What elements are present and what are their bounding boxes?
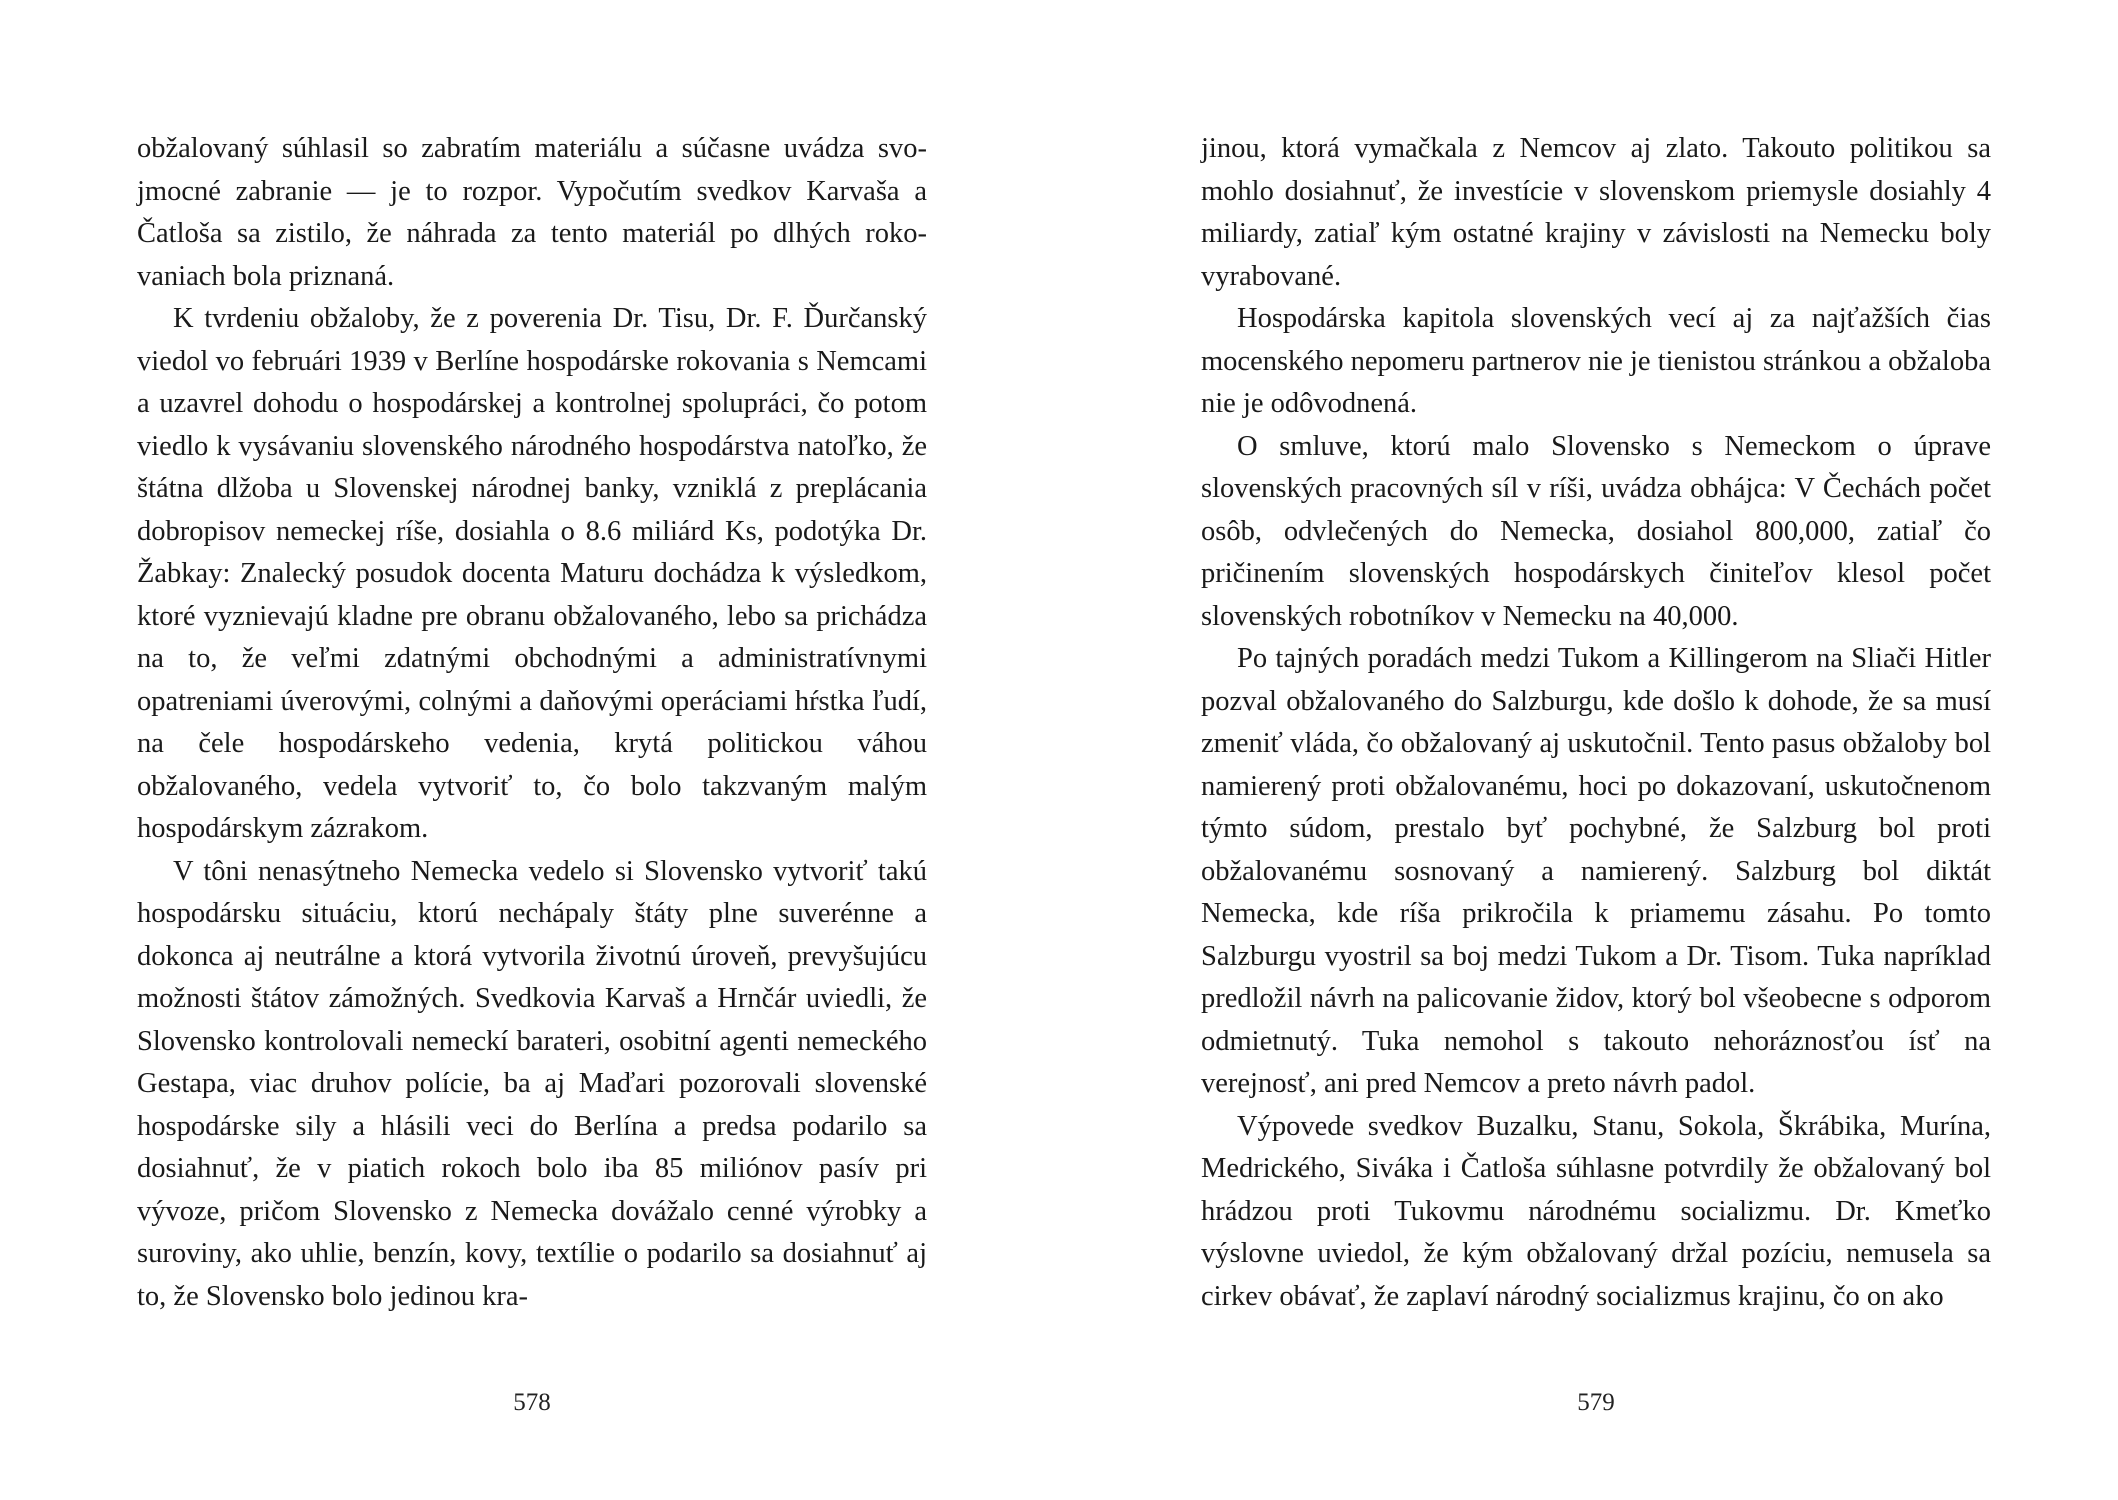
left-page	[137, 128, 927, 1428]
right-paragraph-1: jinou, ktorá vymačkala z Nemcov aj zlato. Takouto politikou sa mohlo dosiahnuť, že investície v slovenskom priemysle dosiahly 4 miliardy, zatiaľ kým ostatné krajiny v závislosti na Nemecku boly vyrabované.	[1201, 133, 1991, 292]
left-paragraph-3: V tôni nenasýtneho Nemecka vedelo si Slovensko vytvoriť takú hospodársku situáciu, ktorú nechápaly štáty plne suverénne a dokonca aj neutrálne a ktorá vytvorila životnú úroveň, prevyšujúcu možnosti štátov zámožných. Svedkovia Karvaš a Hrnčár uviedli, že Slovensko kontrolovali nemeckí barateri, osobitní agenti nemeckého Gestapa, viac druhov polície, ba aj Maďari pozorovali slovenské hospodárske sily a hlásili veci do Berlína a predsa podarilo sa dosiahnuť, že v piatich rokoch bolo iba 85 miliónov pasív pri vývoze, pričom Slovensko z Nemecka dovážalo cenné výrobky a suroviny, ako uhlie, benzín, kovy, textílie o podarilo sa dosiahnuť aj to, že Slovensko bolo jedinou kra-	[137, 855, 927, 1312]
right-paragraph-4: Po tajných poradách medzi Tukom a Killingerom na Sliači Hitler pozval obžalovaného do Salzburgu, kde došlo k dohode, že sa musí zmeniť vláda, čo obžalovaný aj uskutočnil. Tento pasus obžaloby bol namierený proti obžalovanému, hoci po dokazovaní, uskutočnenom týmto súdom, prestalo byť pochybné, že Salzburg bol proti obžalovanému sosnovaný a namierený. Salzburg bol diktát Nemecka, kde ríša prikročila k priamemu zásahu. Po tomto Salzburgu vyostril sa boj medzi Tukom a Dr. Tisom. Tuka napríklad predložil návrh na palicovanie židov, ktorý bol všeobecne s odporom odmietnutý. Tuka nemohol s takouto nehoráznosťou ísť na verejnosť, ani pred Nemcov a preto návrh padol.	[1201, 643, 1991, 1099]
left-paragraph-2: K tvrdeniu obžaloby, že z poverenia Dr. Tisu, Dr. F. Ďurčanský viedol vo februári 1939 v Berlíne hospodárske rokovania s Nemcami a uzavrel dohodu o hospodárskej a kontrolnej spolupráci, čo potom viedlo k vysávaniu slovenského národného hospodárstva natoľko, že štátna dlžoba u Slovenskej národnej banky, vzniklá z preplácania dobropisov nemeckej ríše, dosiahla o 8.6 miliárd Ks, podotýka Dr. Žabkay: Znalecký posudok docenta Maturu dochádza k výsledkom, ktoré vyznievajú kladne pre obranu obžalovaného, lebo sa prichádza na to, že veľmi zdatnými obchodnými a administratívnymi opatreniami úverovými, colnými a daňovými operáciami hŕstka ľudí, na čele hospodárskeho vedenia, krytá politickou váhou obžalovaného, vedela vytvoriť to, čo bolo takzvaným malým hospodárskym zázrakom.	[137, 303, 927, 844]
right-paragraph-2: Hospodárska kapitola slovenských vecí aj za najťažších čias mocenského nepomeru partnerov nie je tienistou stránkou a obžaloba nie je odôvodnená.	[1201, 303, 1991, 419]
right-page-text	[1201, 128, 1991, 1318]
left-paragraph-1: obžalovaný súhlasil so zabratím materiálu a súčasne uvádza svojmocné zabranie — je to rozpor. Vypočutím svedkov Karvaša a Čatloša sa zistilo, že náhrada za tento materiál po dlhých rokovaniach bola priznaná.	[137, 133, 927, 292]
right-paragraph-3: O smluve, ktorú malo Slovensko s Nemeckom o úprave slovenských pracovných síl v ríši, uvádza obhájca: V Čechách počet osôb, odvlečených do Nemecka, dosiahol 800,000, zatiaľ čo pričinením slovenských hospodárskych činiteľov klesol počet slovenských robotníkov v Nemecku na 40,000.	[1201, 430, 1991, 632]
left-page-number: 578	[513, 1389, 551, 1416]
left-page-text	[137, 128, 927, 1318]
right-page	[1201, 128, 1991, 1428]
right-page-number: 579	[1577, 1389, 1615, 1416]
right-paragraph-5: Výpovede svedkov Buzalku, Stanu, Sokola, Škrábika, Murína, Medrického, Siváka i Čatloša súhlasne potvrdily že obžalovaný bol hrádzou proti Tukovmu národnému socializmu. Dr. Kmeťko výslovne uviedol, že kým obžalovaný držal pozíciu, nemusela sa cirkev obávať, že zaplaví národný socializmus krajinu, čo on ako	[1201, 1110, 1991, 1312]
